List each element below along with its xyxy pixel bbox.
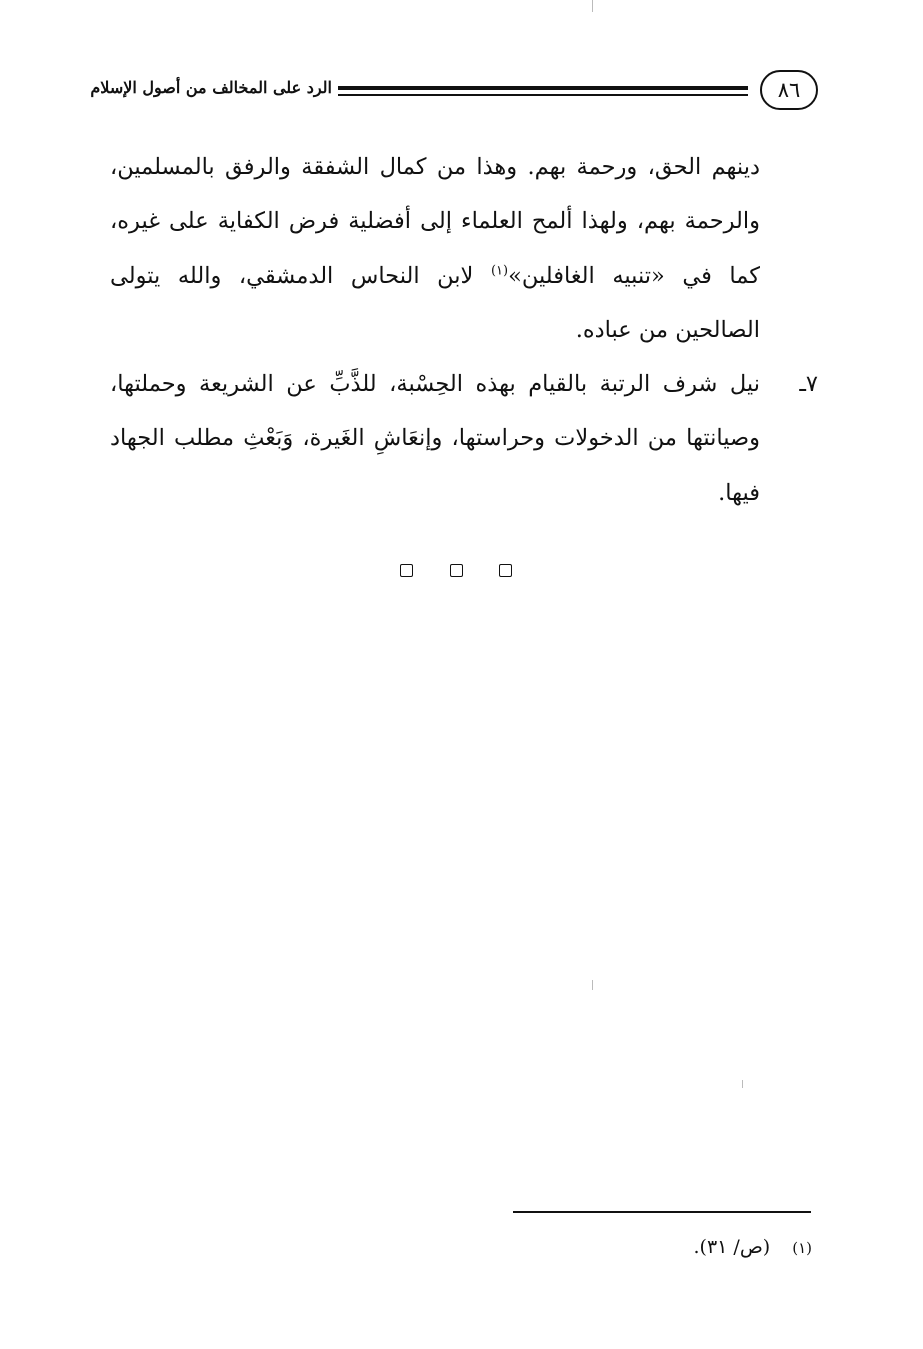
scan-artifact [592,980,593,990]
paragraph-text-end: لابن النحاس الدمشقي، والله يتولى الصالحين من عباده. [110,262,760,343]
page-number: ٨٦ [760,70,818,110]
scan-artifact [742,1080,743,1088]
page-header [90,66,820,122]
section-separator [400,564,512,584]
separator-square-icon [450,564,463,577]
list-item-number: ٧ـ [799,371,818,398]
running-title: الرد على المخالف من أصول الإسلام [90,78,332,97]
footnote-rule [513,1211,811,1213]
paragraph-text: دينهم الحق، ورحمة بهم. وهذا من كمال الشفقة والرفق بالمسلمين، والرحمة بهم، ولهذا ألمح العلماء إلى أفضلية فرض الكفاية على غيره، كما في «تنبيه الغافلين» [110,154,760,289]
footnote-text: (ص/ ٣١). [693,1236,771,1258]
separator-square-icon [400,564,413,577]
scan-artifact [592,0,593,12]
main-text [110,140,818,520]
list-item-text: نيل شرف الرتبة بالقيام بهذه الحِسْبة، للذَّبِّ عن الشريعة وحملتها، وصيانتها من الدخولات وحراستها، وإنعَاشِ الغَيرة، وَبَعْثِ مطلب الجهاد فيها. [110,371,760,506]
header-rule [338,86,748,96]
footnote-marker: (١) [490,263,509,279]
footnote-number: (١) [792,1239,812,1257]
paragraph [110,140,760,357]
separator-square-icon [499,564,512,577]
list-item [110,357,818,520]
footnote [500,1236,812,1258]
